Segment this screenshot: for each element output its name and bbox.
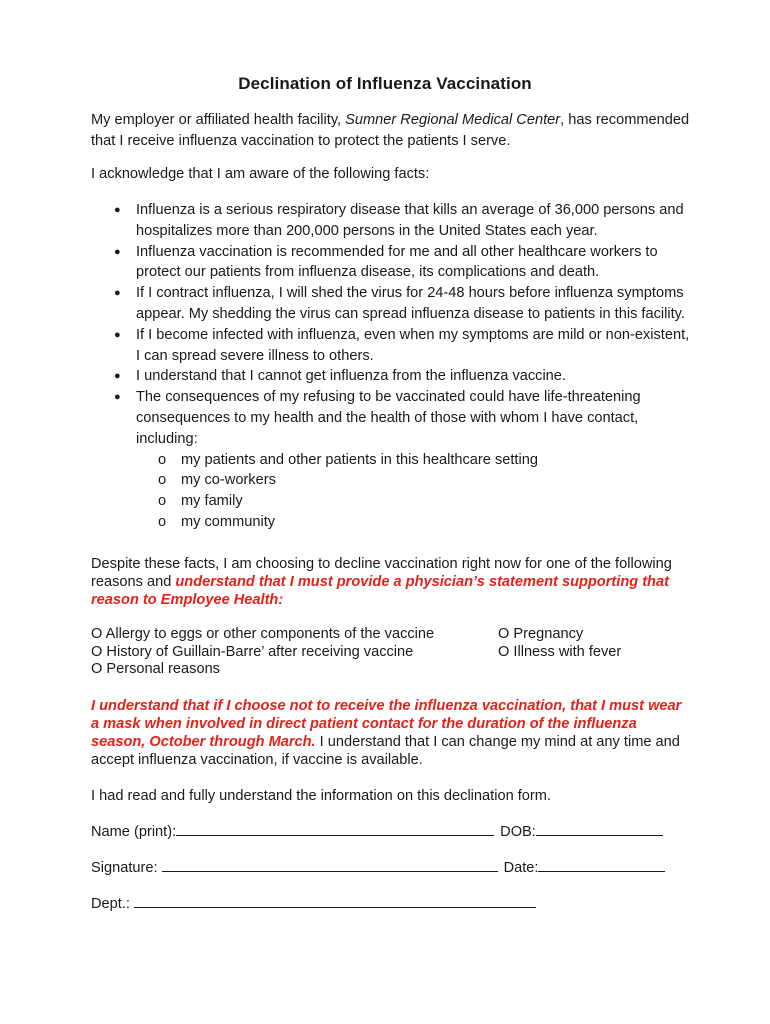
sub-item xyxy=(91,512,691,533)
sub-item-text: my patients and other patients in this healthcare setting xyxy=(181,451,538,468)
physician-statement-emphasis: understand that I must provide a physician’s statement supporting that reason to Employee Health: xyxy=(91,574,669,608)
sub-item xyxy=(91,470,691,491)
signature-field[interactable] xyxy=(162,857,498,872)
facility-name: Sumner Regional Medical Center xyxy=(345,112,561,128)
bullet-icon: ● xyxy=(114,245,121,258)
acknowledge-statement: I acknowledge that I am aware of the following facts: xyxy=(91,166,430,182)
despite-text: Despite these facts, I am choosing to decline vaccination right now for one of the following reasons and xyxy=(91,556,672,590)
name-label: Name (print): xyxy=(91,824,177,840)
fact-item xyxy=(91,200,691,242)
fact-item xyxy=(91,283,691,325)
dob-field[interactable] xyxy=(536,821,663,836)
reason-option-personal[interactable]: O Personal reasons xyxy=(91,661,220,677)
read-statement: I had read and fully understand the information on this declination form. xyxy=(91,788,551,804)
mask-requirement-paragraph xyxy=(91,697,691,769)
signature-date-row xyxy=(91,857,665,878)
date-field[interactable] xyxy=(538,857,665,872)
reason-option-pregnancy[interactable]: O Pregnancy xyxy=(498,626,584,642)
fact-item xyxy=(91,242,691,284)
intro-paragraph xyxy=(91,110,691,152)
fact-text: Influenza vaccination is recommended for me and all other healthcare workers to protect our patients from influenza disease, its complications and death. xyxy=(136,243,658,281)
sub-item xyxy=(91,491,691,512)
bullet-icon: ● xyxy=(114,287,121,300)
reasons-left-column xyxy=(91,626,434,679)
circle-bullet-icon: o xyxy=(158,493,167,510)
fact-text: The consequences of my refusing to be vaccinated could have life-threatening consequences to my health and the health of those with whom I have contact, including: xyxy=(136,389,641,447)
dept-row xyxy=(91,893,536,914)
signature-label: Signature: xyxy=(91,860,162,876)
reason-option-allergy[interactable]: O Allergy to eggs or other components of the vaccine xyxy=(91,626,435,642)
fact-text: If I contract influenza, I will shed the virus for 24-48 hours before influenza symptoms appear. My shedding the virus can spread influenza disease to patients in this facility. xyxy=(136,285,685,322)
fact-item xyxy=(91,387,691,449)
mask-text: I understand that I can change my mind at any time and accept influenza vaccination, if vaccine is available. xyxy=(91,734,680,768)
circle-bullet-icon: o xyxy=(158,451,167,468)
date-label: Date: xyxy=(503,860,539,876)
sub-item-text: my co-workers xyxy=(181,472,276,489)
reasons-right-column xyxy=(498,626,621,661)
dept-field[interactable] xyxy=(134,893,536,908)
bullet-icon: ● xyxy=(114,328,121,341)
decline-reasons-intro xyxy=(91,555,691,609)
fact-text: If I become infected with influenza, even when my symptoms are mild or non-existent, I can spread severe illness to others. xyxy=(136,326,690,364)
page-title: Declination of Influenza Vaccination xyxy=(238,74,532,93)
circle-bullet-icon: o xyxy=(158,513,167,530)
sub-item xyxy=(91,450,691,471)
sub-item-text: my family xyxy=(181,493,243,510)
intro-prefix: My employer or affiliated health facility, xyxy=(91,112,346,128)
name-dob-row xyxy=(91,821,663,842)
fact-item xyxy=(91,366,691,387)
reason-option-illness[interactable]: O Illness with fever xyxy=(498,643,622,660)
fact-item xyxy=(91,325,691,367)
dept-label: Dept.: xyxy=(91,896,134,912)
bullet-icon: ● xyxy=(114,204,121,216)
bullet-icon: ● xyxy=(114,391,121,404)
facts-list xyxy=(91,200,691,533)
dob-label: DOB: xyxy=(500,824,536,840)
fact-text: Influenza is a serious respiratory disease that kills an average of 36,000 persons and hospitalizes more than 200,000 persons in the United States each year. xyxy=(136,202,684,239)
name-field[interactable] xyxy=(176,821,494,836)
reason-option-guillain-barre[interactable]: O History of Guillain-Barre’ after receiving vaccine xyxy=(91,643,414,660)
mask-emphasis: I understand that if I choose not to receive the influenza vaccination, that I must wear a mask when involved in direct patient contact for the duration of the influenza season, October through March. xyxy=(91,698,682,750)
circle-bullet-icon: o xyxy=(158,472,167,489)
intro-suffix: , has recommended that I receive influenza vaccination to protect the patients I serve. xyxy=(91,112,690,149)
bullet-icon: ● xyxy=(114,370,121,383)
fact-text: I understand that I cannot get influenza from the influenza vaccine. xyxy=(136,368,566,385)
sub-item-text: my community xyxy=(181,513,276,530)
